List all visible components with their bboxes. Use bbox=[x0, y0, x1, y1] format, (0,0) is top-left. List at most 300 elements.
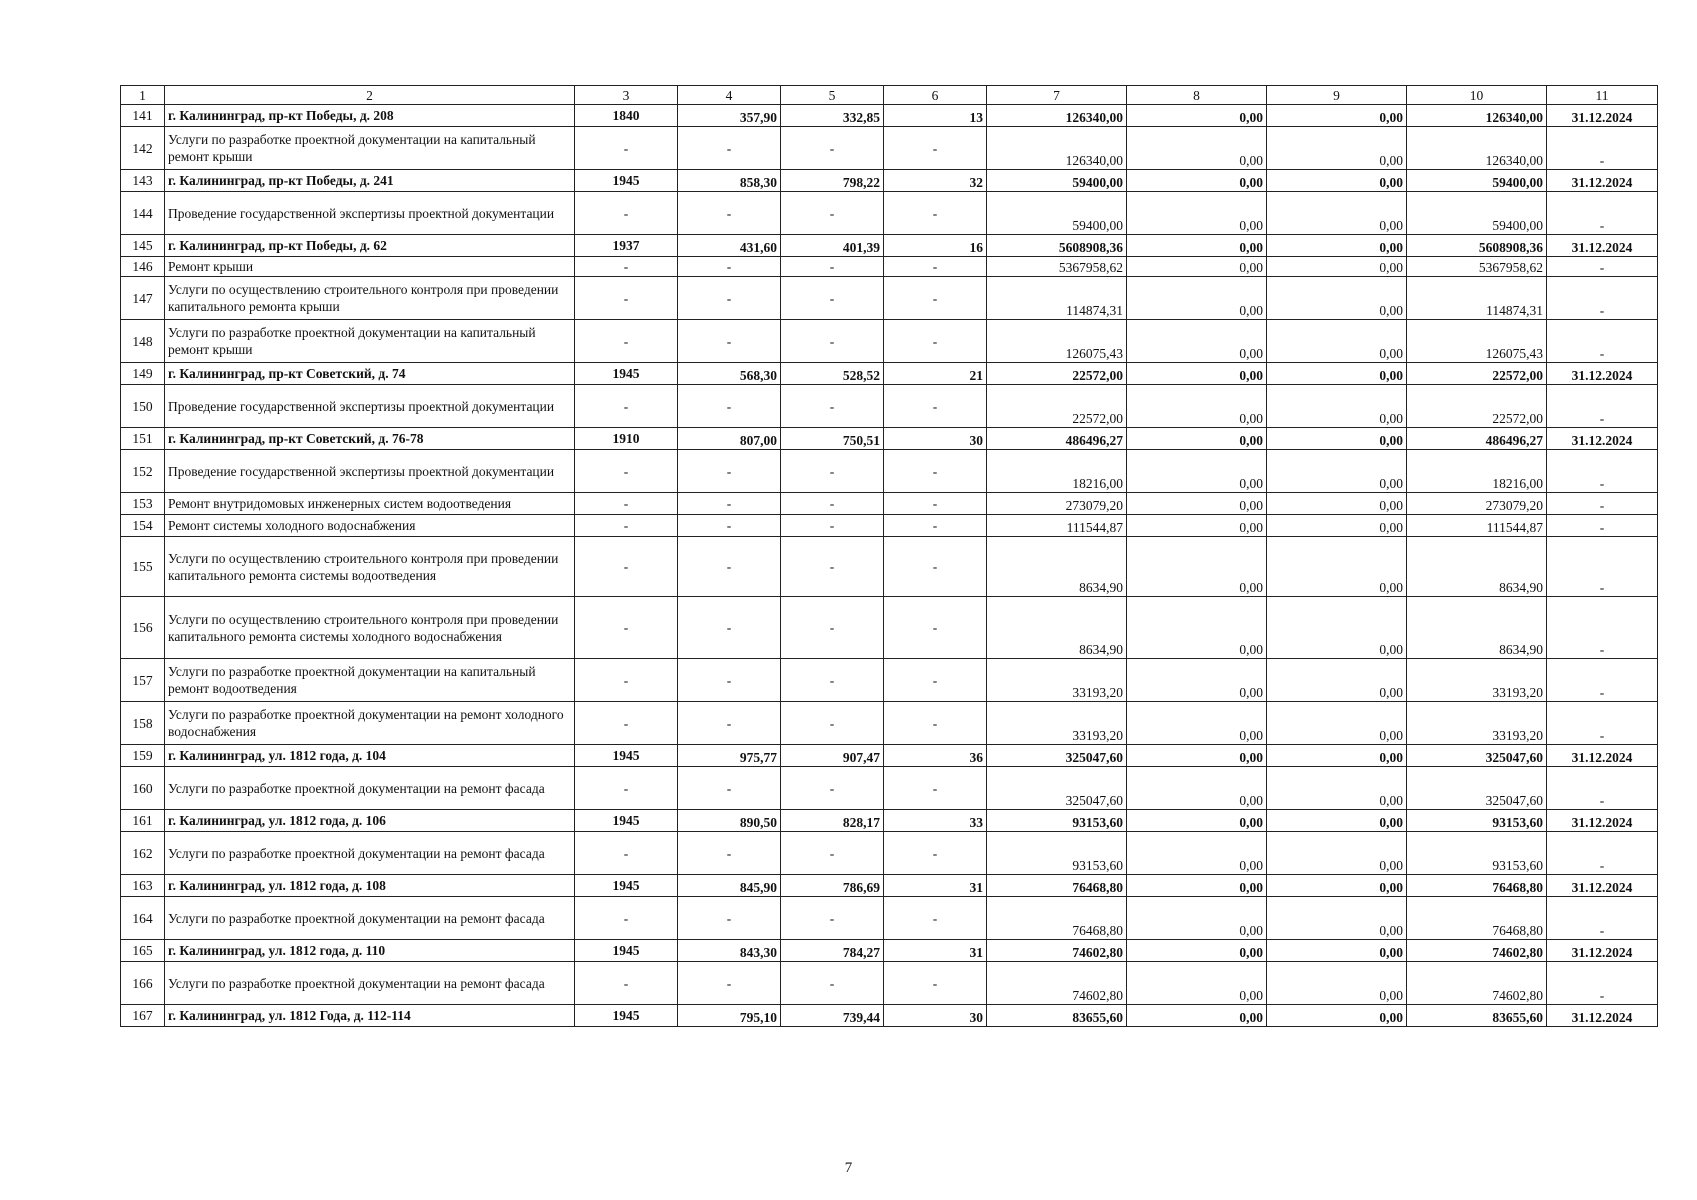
table-body bbox=[121, 86, 1658, 1027]
work-item-row bbox=[121, 385, 1658, 428]
value-cell-c5: - bbox=[781, 450, 884, 493]
value-cell-c8: 0,00 bbox=[1127, 962, 1267, 1005]
value-cell-c6: 33 bbox=[884, 810, 987, 832]
row-number-cell: 145 bbox=[121, 235, 165, 257]
address-cell: г. Калининград, ул. 1812 года, д. 106 bbox=[165, 810, 575, 832]
value-cell-c10: 33193,20 bbox=[1407, 659, 1547, 702]
value-cell-c6: 31 bbox=[884, 940, 987, 962]
value-cell-c4: 845,90 bbox=[678, 875, 781, 897]
value-cell-c8: 0,00 bbox=[1127, 832, 1267, 875]
value-cell-c3: 1945 bbox=[575, 745, 678, 767]
value-cell-c7: 74602,80 bbox=[987, 962, 1127, 1005]
value-cell-c3: 1945 bbox=[575, 170, 678, 192]
address-cell: г. Калининград, ул. 1812 года, д. 108 bbox=[165, 875, 575, 897]
row-number-cell: 157 bbox=[121, 659, 165, 702]
value-cell-c10: 114874,31 bbox=[1407, 277, 1547, 320]
value-cell-c4: - bbox=[678, 597, 781, 659]
value-cell-c10: 273079,20 bbox=[1407, 493, 1547, 515]
value-cell-c6: - bbox=[884, 515, 987, 537]
value-cell-c7: 59400,00 bbox=[987, 192, 1127, 235]
row-number-cell: 154 bbox=[121, 515, 165, 537]
value-cell-c9: 0,00 bbox=[1267, 515, 1407, 537]
value-cell-c9: 0,00 bbox=[1267, 450, 1407, 493]
value-cell-c6: - bbox=[884, 597, 987, 659]
address-row bbox=[121, 875, 1658, 897]
value-cell-c4: - bbox=[678, 277, 781, 320]
address-cell: г. Калининград, пр-кт Победы, д. 241 bbox=[165, 170, 575, 192]
row-number-cell: 144 bbox=[121, 192, 165, 235]
value-cell-c6: - bbox=[884, 257, 987, 277]
work-item-row bbox=[121, 277, 1658, 320]
row-number-cell: 148 bbox=[121, 320, 165, 363]
value-cell-c7: 83655,60 bbox=[987, 1005, 1127, 1027]
value-cell-c6: 30 bbox=[884, 428, 987, 450]
value-cell-c5: - bbox=[781, 385, 884, 428]
value-cell-c3: - bbox=[575, 832, 678, 875]
address-row bbox=[121, 428, 1658, 450]
value-cell-c10: 325047,60 bbox=[1407, 745, 1547, 767]
work-description-cell: Ремонт внутридомовых инженерных систем водоотведения bbox=[165, 493, 575, 515]
address-cell: г. Калининград, ул. 1812 года, д. 104 bbox=[165, 745, 575, 767]
value-cell-c6: 16 bbox=[884, 235, 987, 257]
value-cell-c8: 0,00 bbox=[1127, 320, 1267, 363]
value-cell-c9: 0,00 bbox=[1267, 940, 1407, 962]
value-cell-c9: 0,00 bbox=[1267, 493, 1407, 515]
value-cell-c9: 0,00 bbox=[1267, 962, 1407, 1005]
value-cell-c8: 0,00 bbox=[1127, 127, 1267, 170]
value-cell-c11: - bbox=[1547, 832, 1658, 875]
value-cell-c8: 0,00 bbox=[1127, 105, 1267, 127]
work-item-row bbox=[121, 257, 1658, 277]
work-description-cell: Ремонт крыши bbox=[165, 257, 575, 277]
work-item-row bbox=[121, 702, 1658, 745]
value-cell-c10: 18216,00 bbox=[1407, 450, 1547, 493]
value-cell-c6: 13 bbox=[884, 105, 987, 127]
value-cell-c9: 0,00 bbox=[1267, 320, 1407, 363]
value-cell-c6: - bbox=[884, 702, 987, 745]
header-cell: 8 bbox=[1127, 86, 1267, 105]
value-cell-c8: 0,00 bbox=[1127, 702, 1267, 745]
row-number-cell: 142 bbox=[121, 127, 165, 170]
value-cell-c11: 31.12.2024 bbox=[1547, 363, 1658, 385]
value-cell-c11: - bbox=[1547, 702, 1658, 745]
value-cell-c10: 8634,90 bbox=[1407, 537, 1547, 597]
work-description-cell: Ремонт системы холодного водоснабжения bbox=[165, 515, 575, 537]
value-cell-c10: 126340,00 bbox=[1407, 105, 1547, 127]
work-description-cell: Услуги по разработке проектной документации на ремонт холодного водоснабжения bbox=[165, 702, 575, 745]
value-cell-c7: 74602,80 bbox=[987, 940, 1127, 962]
value-cell-c5: - bbox=[781, 597, 884, 659]
value-cell-c5: 784,27 bbox=[781, 940, 884, 962]
work-description-cell: Услуги по разработке проектной документации на ремонт фасада bbox=[165, 832, 575, 875]
value-cell-c11: - bbox=[1547, 127, 1658, 170]
value-cell-c9: 0,00 bbox=[1267, 192, 1407, 235]
value-cell-c4: 890,50 bbox=[678, 810, 781, 832]
value-cell-c10: 33193,20 bbox=[1407, 702, 1547, 745]
value-cell-c8: 0,00 bbox=[1127, 810, 1267, 832]
value-cell-c6: 30 bbox=[884, 1005, 987, 1027]
value-cell-c7: 93153,60 bbox=[987, 832, 1127, 875]
value-cell-c9: 0,00 bbox=[1267, 363, 1407, 385]
work-item-row bbox=[121, 127, 1658, 170]
value-cell-c11: - bbox=[1547, 767, 1658, 810]
header-cell: 9 bbox=[1267, 86, 1407, 105]
value-cell-c8: 0,00 bbox=[1127, 428, 1267, 450]
value-cell-c11: - bbox=[1547, 897, 1658, 940]
work-item-row bbox=[121, 493, 1658, 515]
value-cell-c3: - bbox=[575, 320, 678, 363]
value-cell-c5: 750,51 bbox=[781, 428, 884, 450]
value-cell-c4: 357,90 bbox=[678, 105, 781, 127]
row-number-cell: 149 bbox=[121, 363, 165, 385]
column-number-header bbox=[121, 86, 1658, 105]
value-cell-c5: 739,44 bbox=[781, 1005, 884, 1027]
value-cell-c9: 0,00 bbox=[1267, 832, 1407, 875]
value-cell-c6: - bbox=[884, 537, 987, 597]
value-cell-c4: - bbox=[678, 493, 781, 515]
value-cell-c7: 111544,87 bbox=[987, 515, 1127, 537]
value-cell-c9: 0,00 bbox=[1267, 537, 1407, 597]
value-cell-c5: 798,22 bbox=[781, 170, 884, 192]
row-number-cell: 163 bbox=[121, 875, 165, 897]
value-cell-c4: - bbox=[678, 192, 781, 235]
value-cell-c3: - bbox=[575, 450, 678, 493]
work-item-row bbox=[121, 320, 1658, 363]
value-cell-c10: 76468,80 bbox=[1407, 897, 1547, 940]
value-cell-c4: 807,00 bbox=[678, 428, 781, 450]
work-item-row bbox=[121, 192, 1658, 235]
value-cell-c4: - bbox=[678, 320, 781, 363]
work-description-cell: Проведение государственной экспертизы проектной документации bbox=[165, 385, 575, 428]
value-cell-c5: - bbox=[781, 702, 884, 745]
value-cell-c8: 0,00 bbox=[1127, 745, 1267, 767]
address-row bbox=[121, 1005, 1658, 1027]
value-cell-c3: - bbox=[575, 385, 678, 428]
value-cell-c7: 76468,80 bbox=[987, 875, 1127, 897]
value-cell-c8: 0,00 bbox=[1127, 257, 1267, 277]
header-cell: 7 bbox=[987, 86, 1127, 105]
value-cell-c7: 8634,90 bbox=[987, 537, 1127, 597]
value-cell-c10: 126340,00 bbox=[1407, 127, 1547, 170]
row-number-cell: 161 bbox=[121, 810, 165, 832]
value-cell-c11: 31.12.2024 bbox=[1547, 745, 1658, 767]
value-cell-c10: 486496,27 bbox=[1407, 428, 1547, 450]
row-number-cell: 166 bbox=[121, 962, 165, 1005]
value-cell-c3: - bbox=[575, 493, 678, 515]
row-number-cell: 158 bbox=[121, 702, 165, 745]
row-number-cell: 160 bbox=[121, 767, 165, 810]
value-cell-c4: - bbox=[678, 767, 781, 810]
value-cell-c7: 325047,60 bbox=[987, 767, 1127, 810]
value-cell-c3: - bbox=[575, 257, 678, 277]
value-cell-c10: 93153,60 bbox=[1407, 832, 1547, 875]
address-cell: г. Калининград, пр-кт Победы, д. 62 bbox=[165, 235, 575, 257]
row-number-cell: 165 bbox=[121, 940, 165, 962]
value-cell-c11: - bbox=[1547, 493, 1658, 515]
value-cell-c10: 8634,90 bbox=[1407, 597, 1547, 659]
value-cell-c3: 1910 bbox=[575, 428, 678, 450]
value-cell-c5: - bbox=[781, 320, 884, 363]
value-cell-c7: 93153,60 bbox=[987, 810, 1127, 832]
value-cell-c11: - bbox=[1547, 597, 1658, 659]
value-cell-c4: - bbox=[678, 257, 781, 277]
row-number-cell: 147 bbox=[121, 277, 165, 320]
value-cell-c4: - bbox=[678, 127, 781, 170]
address-cell: г. Калининград, пр-кт Советский, д. 74 bbox=[165, 363, 575, 385]
value-cell-c11: - bbox=[1547, 277, 1658, 320]
header-cell: 6 bbox=[884, 86, 987, 105]
value-cell-c11: - bbox=[1547, 450, 1658, 493]
row-number-cell: 152 bbox=[121, 450, 165, 493]
row-number-cell: 156 bbox=[121, 597, 165, 659]
value-cell-c4: - bbox=[678, 702, 781, 745]
header-cell: 10 bbox=[1407, 86, 1547, 105]
value-cell-c4: 431,60 bbox=[678, 235, 781, 257]
value-cell-c6: - bbox=[884, 450, 987, 493]
value-cell-c6: - bbox=[884, 277, 987, 320]
value-cell-c4: - bbox=[678, 659, 781, 702]
value-cell-c11: 31.12.2024 bbox=[1547, 810, 1658, 832]
value-cell-c9: 0,00 bbox=[1267, 428, 1407, 450]
value-cell-c10: 83655,60 bbox=[1407, 1005, 1547, 1027]
value-cell-c8: 0,00 bbox=[1127, 767, 1267, 810]
value-cell-c8: 0,00 bbox=[1127, 659, 1267, 702]
value-cell-c9: 0,00 bbox=[1267, 745, 1407, 767]
value-cell-c3: 1840 bbox=[575, 105, 678, 127]
value-cell-c9: 0,00 bbox=[1267, 277, 1407, 320]
value-cell-c3: - bbox=[575, 515, 678, 537]
value-cell-c3: 1937 bbox=[575, 235, 678, 257]
work-item-row bbox=[121, 597, 1658, 659]
value-cell-c10: 76468,80 bbox=[1407, 875, 1547, 897]
value-cell-c11: - bbox=[1547, 192, 1658, 235]
value-cell-c8: 0,00 bbox=[1127, 235, 1267, 257]
value-cell-c5: 786,69 bbox=[781, 875, 884, 897]
header-cell: 11 bbox=[1547, 86, 1658, 105]
row-number-cell: 155 bbox=[121, 537, 165, 597]
value-cell-c11: 31.12.2024 bbox=[1547, 875, 1658, 897]
value-cell-c9: 0,00 bbox=[1267, 127, 1407, 170]
value-cell-c3: - bbox=[575, 767, 678, 810]
value-cell-c10: 111544,87 bbox=[1407, 515, 1547, 537]
work-description-cell: Услуги по осуществлению строительного контроля при проведении капитального ремонта системы холодного водоснабжения bbox=[165, 597, 575, 659]
value-cell-c8: 0,00 bbox=[1127, 192, 1267, 235]
value-cell-c11: - bbox=[1547, 515, 1658, 537]
value-cell-c3: - bbox=[575, 897, 678, 940]
value-cell-c5: 332,85 bbox=[781, 105, 884, 127]
header-cell: 3 bbox=[575, 86, 678, 105]
value-cell-c11: 31.12.2024 bbox=[1547, 170, 1658, 192]
header-cell: 4 bbox=[678, 86, 781, 105]
value-cell-c8: 0,00 bbox=[1127, 875, 1267, 897]
value-cell-c9: 0,00 bbox=[1267, 597, 1407, 659]
header-cell: 2 bbox=[165, 86, 575, 105]
work-item-row bbox=[121, 515, 1658, 537]
value-cell-c3: - bbox=[575, 962, 678, 1005]
value-cell-c7: 5367958,62 bbox=[987, 257, 1127, 277]
value-cell-c9: 0,00 bbox=[1267, 1005, 1407, 1027]
value-cell-c6: - bbox=[884, 897, 987, 940]
value-cell-c6: - bbox=[884, 127, 987, 170]
value-cell-c4: 795,10 bbox=[678, 1005, 781, 1027]
value-cell-c8: 0,00 bbox=[1127, 170, 1267, 192]
value-cell-c3: 1945 bbox=[575, 810, 678, 832]
value-cell-c9: 0,00 bbox=[1267, 385, 1407, 428]
value-cell-c5: - bbox=[781, 897, 884, 940]
value-cell-c9: 0,00 bbox=[1267, 767, 1407, 810]
value-cell-c3: - bbox=[575, 597, 678, 659]
address-cell: г. Калининград, ул. 1812 года, д. 110 bbox=[165, 940, 575, 962]
value-cell-c8: 0,00 bbox=[1127, 515, 1267, 537]
value-cell-c11: 31.12.2024 bbox=[1547, 105, 1658, 127]
value-cell-c5: - bbox=[781, 257, 884, 277]
work-item-row bbox=[121, 832, 1658, 875]
row-number-cell: 167 bbox=[121, 1005, 165, 1027]
value-cell-c4: - bbox=[678, 962, 781, 1005]
value-cell-c8: 0,00 bbox=[1127, 940, 1267, 962]
work-description-cell: Услуги по разработке проектной документации на ремонт фасада bbox=[165, 962, 575, 1005]
value-cell-c7: 486496,27 bbox=[987, 428, 1127, 450]
row-number-cell: 164 bbox=[121, 897, 165, 940]
value-cell-c6: 31 bbox=[884, 875, 987, 897]
work-description-cell: Услуги по разработке проектной документации на ремонт фасада bbox=[165, 897, 575, 940]
work-description-cell: Услуги по разработке проектной документации на капитальный ремонт водоотведения bbox=[165, 659, 575, 702]
value-cell-c9: 0,00 bbox=[1267, 257, 1407, 277]
value-cell-c10: 5608908,36 bbox=[1407, 235, 1547, 257]
value-cell-c4: - bbox=[678, 897, 781, 940]
value-cell-c3: - bbox=[575, 537, 678, 597]
row-number-cell: 153 bbox=[121, 493, 165, 515]
value-cell-c7: 22572,00 bbox=[987, 363, 1127, 385]
value-cell-c6: 32 bbox=[884, 170, 987, 192]
work-description-cell: Услуги по разработке проектной документации на капитальный ремонт крыши bbox=[165, 127, 575, 170]
value-cell-c11: - bbox=[1547, 257, 1658, 277]
value-cell-c9: 0,00 bbox=[1267, 875, 1407, 897]
value-cell-c5: - bbox=[781, 659, 884, 702]
value-cell-c11: 31.12.2024 bbox=[1547, 235, 1658, 257]
row-number-cell: 150 bbox=[121, 385, 165, 428]
value-cell-c7: 33193,20 bbox=[987, 702, 1127, 745]
value-cell-c5: - bbox=[781, 127, 884, 170]
value-cell-c8: 0,00 bbox=[1127, 897, 1267, 940]
address-cell: г. Калининград, пр-кт Советский, д. 76-78 bbox=[165, 428, 575, 450]
value-cell-c11: - bbox=[1547, 385, 1658, 428]
value-cell-c8: 0,00 bbox=[1127, 450, 1267, 493]
value-cell-c3: 1945 bbox=[575, 363, 678, 385]
value-cell-c7: 126075,43 bbox=[987, 320, 1127, 363]
work-item-row bbox=[121, 659, 1658, 702]
work-item-row bbox=[121, 962, 1658, 1005]
value-cell-c3: - bbox=[575, 127, 678, 170]
address-row bbox=[121, 105, 1658, 127]
value-cell-c3: 1945 bbox=[575, 1005, 678, 1027]
value-cell-c10: 22572,00 bbox=[1407, 385, 1547, 428]
value-cell-c5: 828,17 bbox=[781, 810, 884, 832]
value-cell-c7: 76468,80 bbox=[987, 897, 1127, 940]
value-cell-c3: - bbox=[575, 702, 678, 745]
value-cell-c10: 59400,00 bbox=[1407, 192, 1547, 235]
value-cell-c10: 93153,60 bbox=[1407, 810, 1547, 832]
value-cell-c6: - bbox=[884, 832, 987, 875]
row-number-cell: 159 bbox=[121, 745, 165, 767]
value-cell-c6: - bbox=[884, 320, 987, 363]
value-cell-c5: - bbox=[781, 962, 884, 1005]
value-cell-c4: 975,77 bbox=[678, 745, 781, 767]
value-cell-c5: - bbox=[781, 537, 884, 597]
address-row bbox=[121, 170, 1658, 192]
value-cell-c8: 0,00 bbox=[1127, 277, 1267, 320]
row-number-cell: 162 bbox=[121, 832, 165, 875]
value-cell-c10: 126075,43 bbox=[1407, 320, 1547, 363]
value-cell-c9: 0,00 bbox=[1267, 105, 1407, 127]
value-cell-c8: 0,00 bbox=[1127, 1005, 1267, 1027]
value-cell-c9: 0,00 bbox=[1267, 170, 1407, 192]
page-number: 7 bbox=[844, 1160, 853, 1176]
value-cell-c9: 0,00 bbox=[1267, 702, 1407, 745]
value-cell-c11: 31.12.2024 bbox=[1547, 428, 1658, 450]
value-cell-c7: 33193,20 bbox=[987, 659, 1127, 702]
value-cell-c7: 325047,60 bbox=[987, 745, 1127, 767]
value-cell-c6: - bbox=[884, 385, 987, 428]
value-cell-c5: - bbox=[781, 493, 884, 515]
value-cell-c6: - bbox=[884, 493, 987, 515]
value-cell-c10: 74602,80 bbox=[1407, 962, 1547, 1005]
value-cell-c4: - bbox=[678, 832, 781, 875]
address-row bbox=[121, 235, 1658, 257]
value-cell-c11: - bbox=[1547, 659, 1658, 702]
value-cell-c3: - bbox=[575, 659, 678, 702]
value-cell-c4: 843,30 bbox=[678, 940, 781, 962]
work-item-row bbox=[121, 897, 1658, 940]
value-cell-c5: 528,52 bbox=[781, 363, 884, 385]
value-cell-c4: - bbox=[678, 515, 781, 537]
work-description-cell: Услуги по разработке проектной документации на капитальный ремонт крыши bbox=[165, 320, 575, 363]
work-description-cell: Услуги по осуществлению строительного контроля при проведении капитального ремонта системы водоотведения bbox=[165, 537, 575, 597]
row-number-cell: 146 bbox=[121, 257, 165, 277]
value-cell-c4: - bbox=[678, 537, 781, 597]
value-cell-c11: 31.12.2024 bbox=[1547, 940, 1658, 962]
row-number-cell: 141 bbox=[121, 105, 165, 127]
work-description-cell: Услуги по осуществлению строительного контроля при проведении капитального ремонта крыши bbox=[165, 277, 575, 320]
value-cell-c6: - bbox=[884, 192, 987, 235]
value-cell-c9: 0,00 bbox=[1267, 810, 1407, 832]
value-cell-c8: 0,00 bbox=[1127, 537, 1267, 597]
value-cell-c7: 126340,00 bbox=[987, 127, 1127, 170]
row-number-cell: 143 bbox=[121, 170, 165, 192]
value-cell-c10: 74602,80 bbox=[1407, 940, 1547, 962]
value-cell-c5: 401,39 bbox=[781, 235, 884, 257]
value-cell-c3: 1945 bbox=[575, 940, 678, 962]
value-cell-c11: - bbox=[1547, 962, 1658, 1005]
work-item-row bbox=[121, 767, 1658, 810]
work-item-row bbox=[121, 537, 1658, 597]
work-item-row bbox=[121, 450, 1658, 493]
address-cell: г. Калининград, пр-кт Победы, д. 208 bbox=[165, 105, 575, 127]
value-cell-c9: 0,00 bbox=[1267, 235, 1407, 257]
value-cell-c4: - bbox=[678, 450, 781, 493]
value-cell-c6: - bbox=[884, 962, 987, 1005]
value-cell-c3: - bbox=[575, 277, 678, 320]
value-cell-c7: 5608908,36 bbox=[987, 235, 1127, 257]
header-cell: 5 bbox=[781, 86, 884, 105]
value-cell-c5: - bbox=[781, 767, 884, 810]
value-cell-c7: 114874,31 bbox=[987, 277, 1127, 320]
value-cell-c8: 0,00 bbox=[1127, 363, 1267, 385]
value-cell-c5: 907,47 bbox=[781, 745, 884, 767]
row-number-cell: 151 bbox=[121, 428, 165, 450]
value-cell-c7: 8634,90 bbox=[987, 597, 1127, 659]
value-cell-c5: - bbox=[781, 832, 884, 875]
